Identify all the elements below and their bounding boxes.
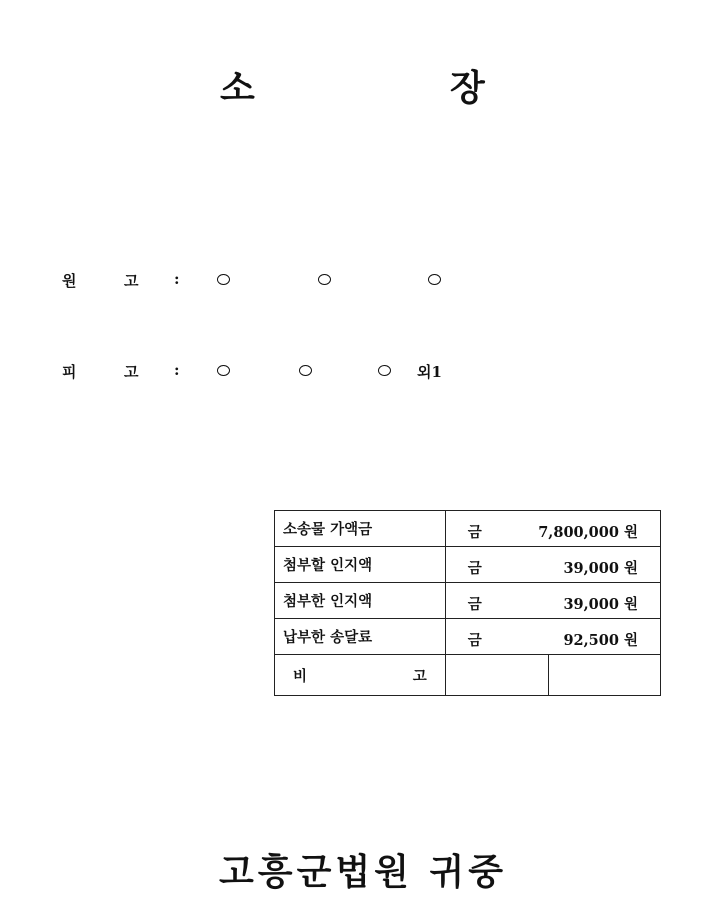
remark-value-cell-2 [549, 655, 661, 696]
remark-label-cell [275, 655, 446, 696]
remark-label-char-2: 고 [412, 667, 427, 685]
fee-amount-cell [445, 583, 660, 619]
fee-label: 소송물 가액금 [275, 511, 446, 547]
fee-table [274, 510, 661, 696]
defendant-name-circle-icon-3 [378, 365, 391, 376]
plaintiff-colon: : [174, 270, 180, 288]
fee-amount: 39,000 원 [563, 560, 638, 577]
defendant-colon: : [174, 361, 180, 379]
plaintiff-label-char-1: 원 [62, 272, 77, 290]
fee-amount-cell [445, 511, 660, 547]
fee-prefix: 금 [467, 596, 482, 613]
defendant-label-char-2: 고 [124, 363, 139, 381]
fee-amount: 7,800,000 원 [538, 524, 638, 541]
plaintiff-name-circle-icon-3 [428, 274, 441, 285]
fee-label: 첨부할 인지액 [275, 547, 446, 583]
table-row [275, 655, 661, 696]
plaintiff-name-circle-icon-1 [217, 274, 230, 285]
fee-amount-cell [445, 547, 660, 583]
court-addressee: 고흥군법원 귀중 [219, 851, 507, 893]
fee-amount: 92,500 원 [563, 632, 638, 649]
defendant-name-circle-icon-1 [217, 365, 230, 376]
fee-amount: 39,000 원 [563, 596, 638, 613]
fee-prefix: 금 [467, 632, 482, 649]
remark-value-cell-1 [445, 655, 549, 696]
defendant-label-char-1: 피 [62, 363, 77, 381]
plaintiff-label-char-2: 고 [124, 272, 139, 290]
table-row [275, 511, 661, 547]
fee-label: 첨부한 인지액 [275, 583, 446, 619]
table-row [275, 583, 661, 619]
defendant-suffix: 외1 [417, 363, 442, 381]
remark-label-char-1: 비 [293, 667, 308, 685]
defendant-name-circle-icon-2 [299, 365, 312, 376]
fee-label: 납부한 송달료 [275, 619, 446, 655]
table-row [275, 547, 661, 583]
fee-amount-cell [445, 619, 660, 655]
document-title-char-1: 소 [220, 67, 255, 109]
fee-prefix: 금 [467, 524, 482, 541]
fee-prefix: 금 [467, 560, 482, 577]
table-row [275, 619, 661, 655]
plaintiff-name-circle-icon-2 [318, 274, 331, 285]
document-title-char-2: 장 [450, 67, 485, 109]
